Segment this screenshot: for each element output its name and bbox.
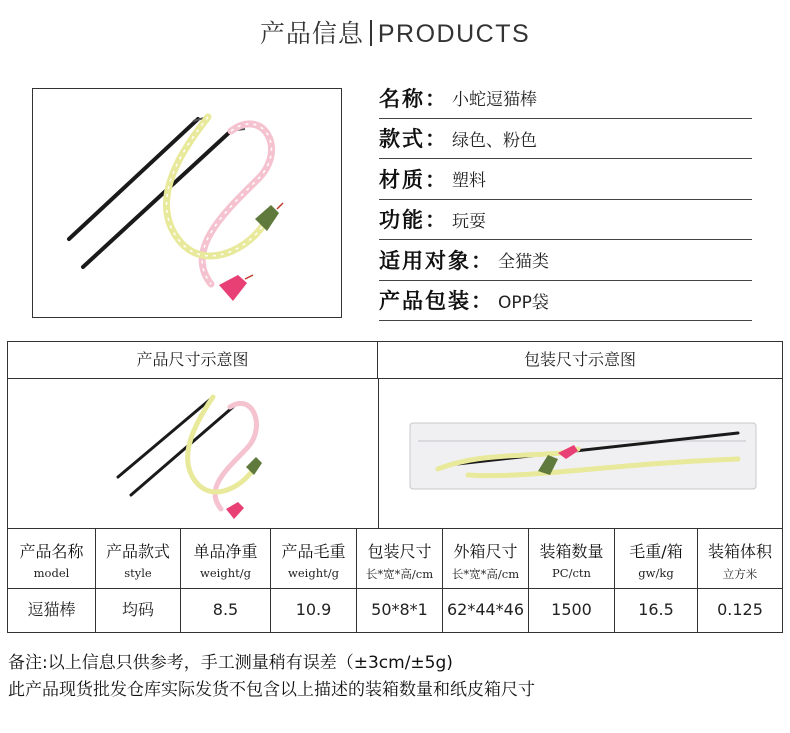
spec-value: 1500 xyxy=(551,600,592,619)
spec-column-model xyxy=(8,529,95,632)
notes xyxy=(8,650,535,704)
column-divider xyxy=(378,379,379,529)
spec-header-en: gw/kg xyxy=(638,566,674,580)
info-row-target xyxy=(379,240,752,281)
product-info-list xyxy=(379,78,752,321)
info-row-name xyxy=(379,78,752,119)
spec-header-cn: 产品毛重 xyxy=(281,542,346,561)
info-key: 名称： xyxy=(379,86,448,111)
package-size-image xyxy=(408,419,758,493)
spec-value: 62*44*46 xyxy=(446,600,525,619)
spec-header-en: weight/g xyxy=(288,566,339,580)
spec-value: 逗猫棒 xyxy=(27,600,76,619)
spec-value: 0.125 xyxy=(717,600,763,619)
spec-header xyxy=(8,529,95,589)
product-size-image xyxy=(88,387,288,521)
header-title-cn: 产品信息 xyxy=(259,19,364,48)
spec-header-en: 长*宽*高/cm xyxy=(451,567,520,581)
size-table-caption-row xyxy=(8,342,782,379)
spec-column-carton-volume xyxy=(697,529,782,632)
package-size-caption: 包装尺寸示意图 xyxy=(523,350,636,369)
spec-column-gross-weight xyxy=(270,529,356,632)
spec-value: 均码 xyxy=(121,600,154,619)
section-header xyxy=(0,14,790,50)
info-key: 款式： xyxy=(379,127,448,152)
info-value: 玩耍 xyxy=(452,211,486,232)
product-photo xyxy=(32,88,342,318)
spec-header xyxy=(96,529,180,589)
spec-value: 50*8*1 xyxy=(371,600,428,619)
spec-header xyxy=(529,529,614,589)
spec-header-en: style xyxy=(124,566,152,580)
spec-value: 16.5 xyxy=(638,600,674,619)
spec-column-carton-weight xyxy=(614,529,697,632)
info-value: 绿色、粉色 xyxy=(452,130,537,151)
note-line: 此产品现货批发仓库实际发货不包含以上描述的装箱数量和纸皮箱尺寸 xyxy=(8,680,535,700)
spec-header-cn: 产品名称 xyxy=(19,542,84,561)
spec-header xyxy=(615,529,697,589)
header-title-en: PRODUCTS xyxy=(377,20,531,48)
spec-header-en: weight/g xyxy=(200,566,251,580)
info-key: 材质： xyxy=(379,167,448,192)
spec-header xyxy=(357,529,442,589)
size-diagram-row xyxy=(8,379,782,529)
info-row-material xyxy=(379,159,752,200)
info-value: 全猫类 xyxy=(498,252,549,273)
spec-header-cn: 包装尺寸 xyxy=(367,542,432,561)
spec-header-en: 长*宽*高/cm xyxy=(365,567,434,581)
spec-header-cn: 外箱尺寸 xyxy=(453,542,518,561)
spec-header xyxy=(271,529,356,589)
spec-header-cn: 装箱数量 xyxy=(539,542,604,561)
spec-header xyxy=(698,529,782,589)
info-key: 适用对象： xyxy=(379,248,494,273)
info-value: 塑料 xyxy=(452,171,486,192)
info-row-packaging xyxy=(379,281,752,322)
info-key: 产品包装： xyxy=(379,289,494,314)
spec-header-cn: 单品净重 xyxy=(193,542,258,561)
spec-column-style xyxy=(95,529,180,632)
spec-value: 8.5 xyxy=(212,600,239,619)
cat-teaser-wand-image xyxy=(33,89,341,317)
spec-header-en: model xyxy=(33,566,70,580)
spec-header xyxy=(443,529,528,589)
spec-header-cn: 产品款式 xyxy=(105,542,170,561)
spec-header xyxy=(181,529,270,589)
spec-header-cn: 毛重/箱 xyxy=(629,542,683,561)
spec-header-en: 立方米 xyxy=(722,567,758,581)
info-key: 功能： xyxy=(379,208,448,233)
spec-column-quantity xyxy=(528,529,614,632)
info-value: 小蛇逗猫棒 xyxy=(452,90,537,111)
spec-header-cn: 装箱体积 xyxy=(707,542,772,561)
size-table xyxy=(7,341,783,633)
spec-header-en: PC/ctn xyxy=(552,566,591,580)
spec-column-net-weight xyxy=(180,529,270,632)
header-separator xyxy=(370,20,372,46)
spec-grid xyxy=(8,529,782,632)
product-size-caption: 产品尺寸示意图 xyxy=(8,342,378,378)
spec-value: 10.9 xyxy=(295,600,332,619)
info-value: OPP袋 xyxy=(498,292,549,313)
note-line: 备注:以上信息只供参考，手工测量稍有误差（±3cm/±5g) xyxy=(8,653,453,673)
info-row-style xyxy=(379,119,752,160)
info-row-function xyxy=(379,200,752,241)
spec-column-carton-size xyxy=(442,529,528,632)
spec-column-package-size xyxy=(356,529,442,632)
